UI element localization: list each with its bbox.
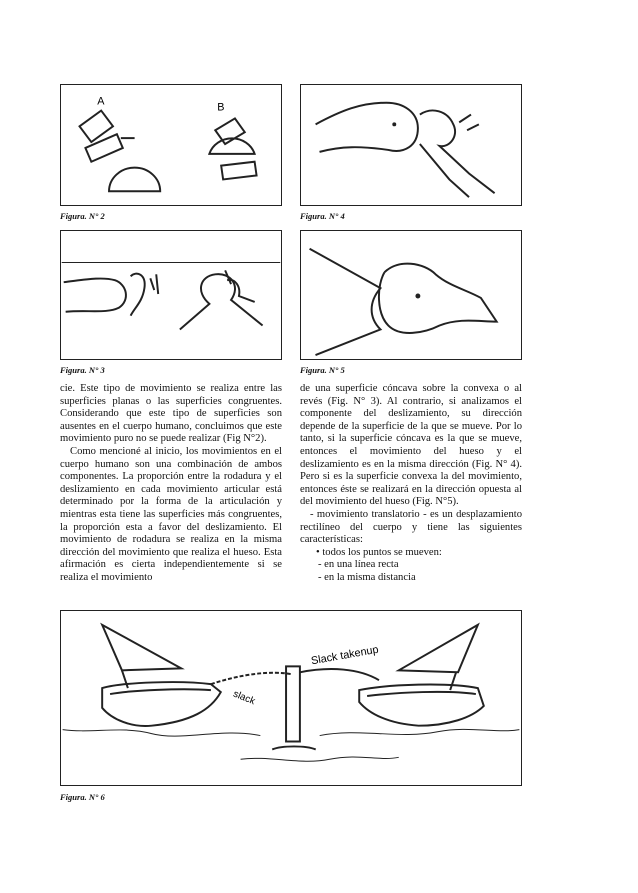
figure-3 bbox=[60, 230, 282, 360]
left-paragraph-1: cie. Este tipo de movimiento se realiza entre las superficies planas o las superficies congruentes. Considerando que este tipo de superficies son ausentes en el cuerpo humano, concluimos que este movimiento puro no se puede realizar (Fig N°2). bbox=[60, 383, 282, 445]
right-bullet: • todos los puntos se mueven: bbox=[316, 546, 442, 558]
figure-5-joint-center bbox=[415, 294, 420, 299]
right-sub-item-1: - en una línea recta bbox=[318, 559, 399, 571]
right-text-column bbox=[300, 383, 522, 585]
figure-6-caption: Figura. N° 6 bbox=[60, 792, 105, 802]
figure-6-label-slack-takenup: Slack takenup bbox=[310, 643, 380, 668]
figure-4 bbox=[300, 84, 522, 206]
right-paragraph-1: de una superficie cóncava sobre la convexa o al revés (Fig. N° 3). Al contrario, si analizamos el componente del deslizamiento, su dirección depende de la superficie de la que se mueve. Por lo tanto, si la superficie cóncava es la que se mueve, entonces el movimiento del hueso y el deslizamiento es en la misma dirección (Fig. N° 4). Pero si es la superficie convexa la del movimiento, entonces éste se realizará en la dirección opuesta al del movimiento del hueso (Fig. N°5). bbox=[300, 383, 522, 508]
figure-6-label-slack: slack bbox=[231, 688, 257, 708]
figure-5 bbox=[300, 230, 522, 360]
figure-2-drawing bbox=[61, 85, 281, 205]
figure-4-caption: Figura. N° 4 bbox=[300, 211, 345, 221]
figure-2-label-b: B bbox=[217, 101, 225, 114]
figure-5-drawing bbox=[301, 231, 521, 359]
figure-4-drawing bbox=[301, 85, 521, 205]
figure-6-drawing bbox=[61, 611, 521, 785]
figure-5-caption: Figura. N° 5 bbox=[300, 365, 345, 375]
figure-4-joint-center bbox=[392, 122, 396, 126]
right-sub-item-2: - en la misma distancia bbox=[318, 571, 416, 583]
figure-6 bbox=[60, 610, 522, 786]
figure-2-caption: Figura. N° 2 bbox=[60, 211, 105, 221]
left-paragraph-2: Como mencioné al inicio, los movimientos en el cuerpo humano son una combinación de ambos componentes. La proporción entre la rodadura y el deslizamiento en cada movimiento articular está determinado por la forma de la articulación y mientras esta tiene las superficies más congruentes, la proporción esta a favor del deslizamiento. El movimiento de rodadura se realiza en la misma dirección del movimiento que realiza el hueso. Esta afirmación es cierta independientemente si se realiza el movimiento bbox=[60, 445, 282, 583]
figure-2-label-a: A bbox=[97, 95, 105, 108]
right-paragraph-2: - movimiento translatorio - es un desplazamiento rectilíneo del cuerpo y tiene las siguientes características: bbox=[300, 508, 522, 546]
figure-3-drawing bbox=[61, 231, 281, 359]
figure-2 bbox=[60, 84, 282, 206]
figure-3-caption: Figura. N° 3 bbox=[60, 365, 105, 375]
left-text-column bbox=[60, 383, 282, 585]
